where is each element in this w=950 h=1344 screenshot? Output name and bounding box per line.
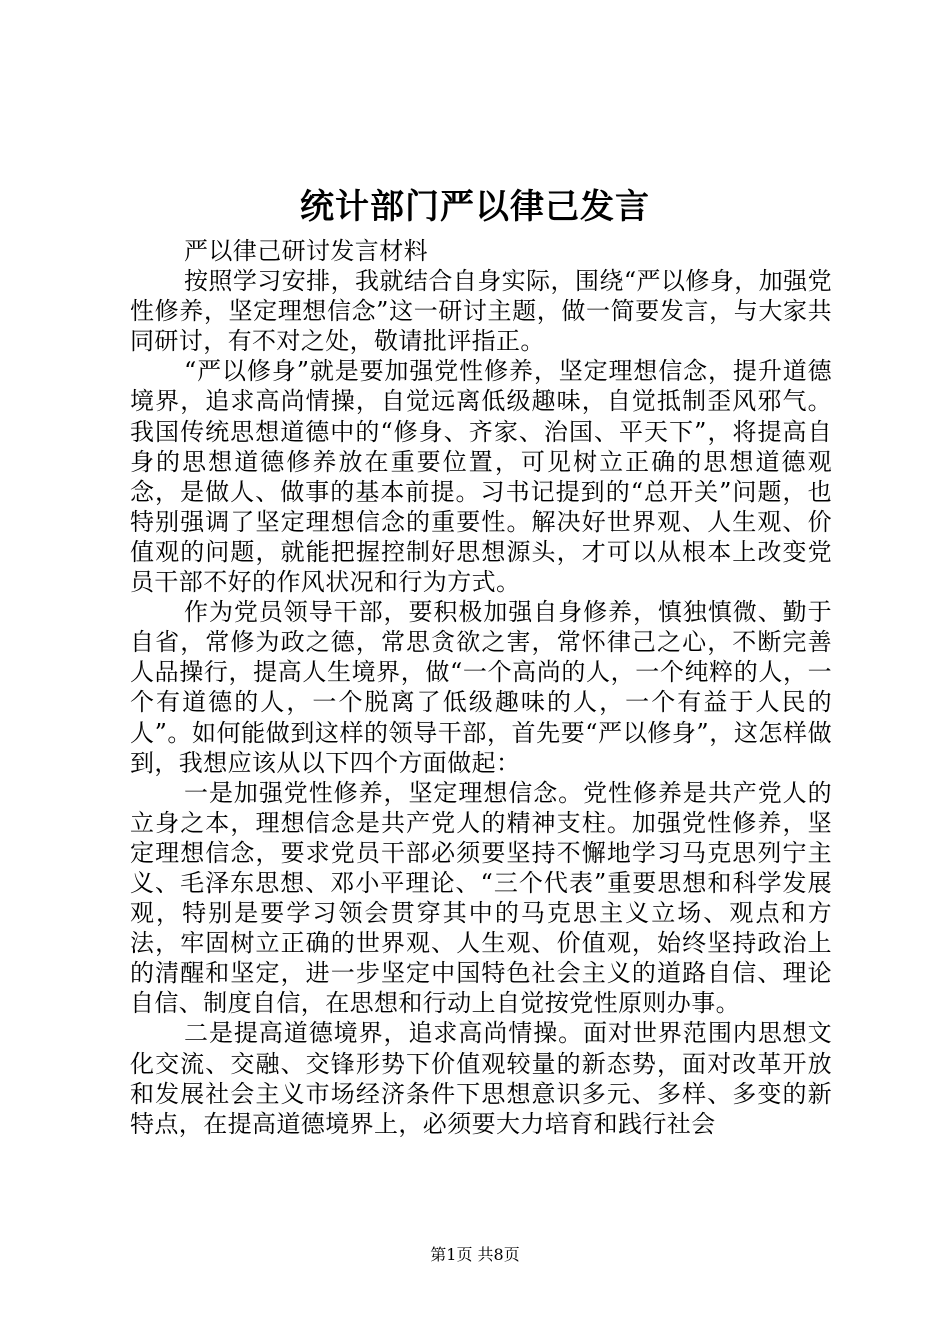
paragraph-point-one: 一是加强党性修养，坚定理想信念。党性修养是共产党人的立身之本，理想信念是共产党人的精神支柱。加强党性修养，坚定理想信念，要求党员干部必须要坚持不懈地学习马克思列宁主义、毛泽东思想、邓小平理论、“三个代表”重要思想和科学发展观，特别是要学习领会贯穿其中的马克思主义立场、观点和方法，牢固树立正确的世界观、人生观、价值观，始终坚持政治上的清醒和坚定，进一步坚定中国特色社会主义的道路自信、理论自信、制度自信，在思想和行动上自觉按党性原则办事。 — [130, 778, 832, 1018]
document-title: 统计部门严以律己发言 — [300, 187, 650, 227]
paragraph-self-cultivation: “严以修身”就是要加强党性修养，坚定理想信念，提升道德境界，追求高尚情操，自觉远离低级趣味，自觉抵制歪风邪气。我国传统思想道德中的“修身、齐家、治国、平天下”，将提高自身的思想道德修养放在重要位置，可见树立正确的思想道德观念，是做人、做事的基本前提。习书记提到的“总开关”问题，也特别强调了坚定理想信念的重要性。解决好世界观、人生观、价值观的问题，就能把握控制好思想源头，才可以从根本上改变党员干部不好的作风状况和行为方式。 — [130, 357, 832, 597]
paragraph-leaders: 作为党员领导干部，要积极加强自身修养，慎独慎微、勤于自省，常修为政之德，常思贪欲之害，常怀律己之心，不断完善人品操行，提高人生境界，做“一个高尚的人，一个纯粹的人，一个有道德的人，一个脱离了低级趣味的人，一个有益于人民的人”。如何能做到这样的领导干部，首先要“严以修身”，这怎样做到，我想应该从以下四个方面做起： — [130, 598, 832, 777]
paragraph-point-two: 二是提高道德境界，追求高尚情操。面对世界范围内思想文化交流、交融、交锋形势下价值观较量的新态势，面对改革开放和发展社会主义市场经济条件下思想意识多元、多样、多变的新特点，在提高道德境界上，必须要大力培育和践行社会 — [130, 1019, 832, 1138]
page-number-footer: 第1页 共8页 — [430, 1245, 520, 1264]
paragraph-subtitle: 严以律己研讨发言材料 — [184, 237, 428, 265]
paragraph-intro: 按照学习安排，我就结合自身实际，围绕“严以修身，加强党性修养，坚定理想信念”这一研讨主题，做一简要发言，与大家共同研讨，有不对之处，敬请批评指正。 — [130, 267, 832, 356]
document-body — [130, 236, 832, 1139]
